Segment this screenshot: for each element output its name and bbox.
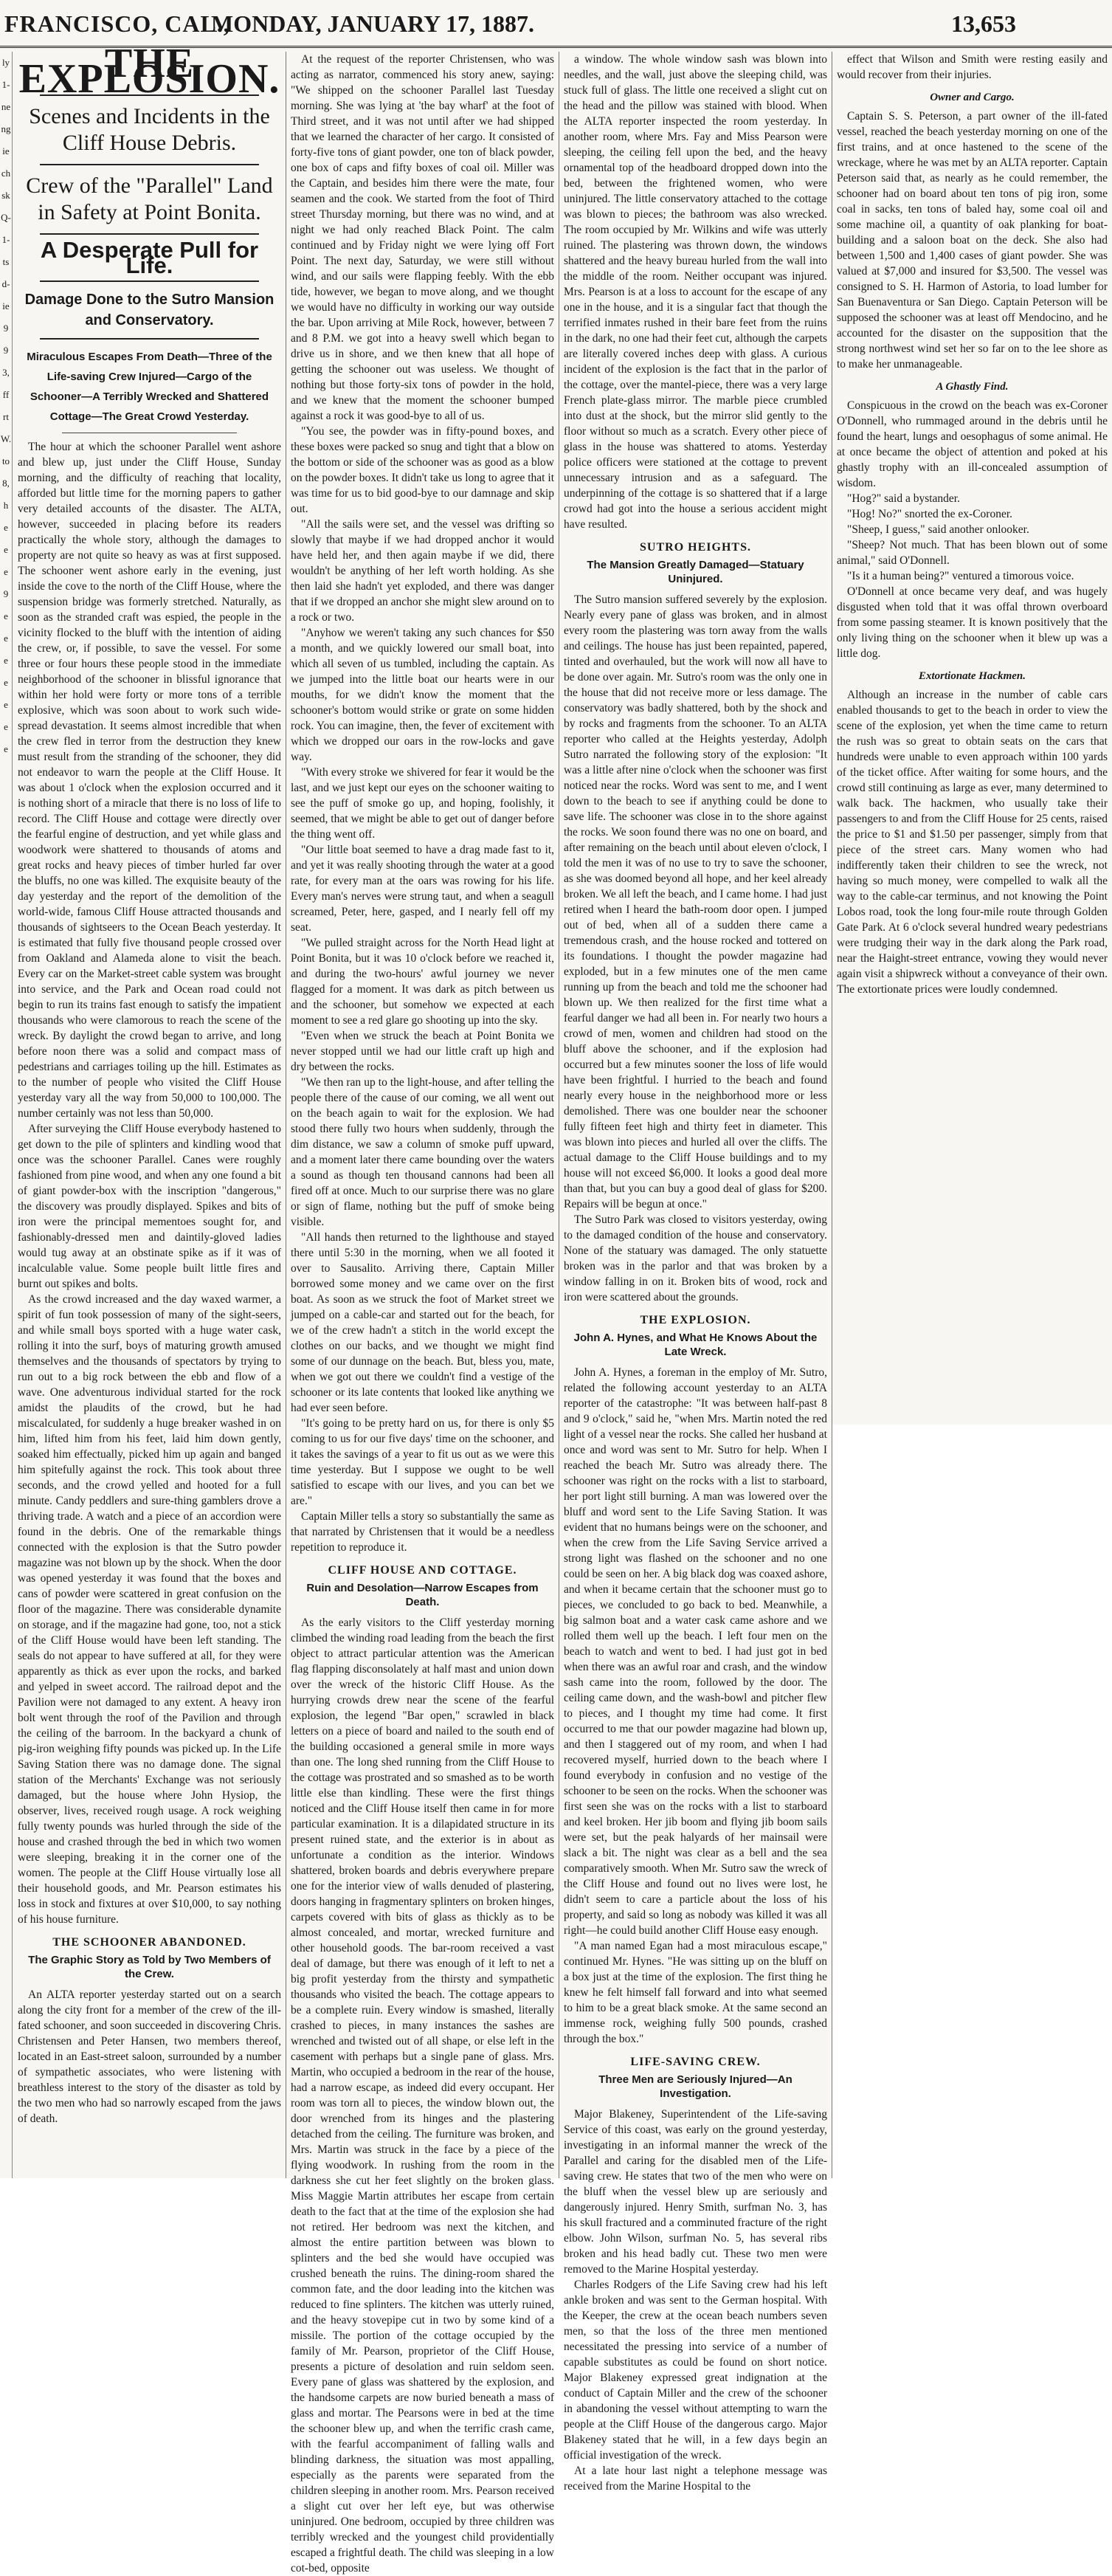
divider: [40, 280, 259, 282]
edge-fragment: rt: [3, 411, 9, 422]
edge-fragment: e: [4, 522, 8, 533]
article-paragraph: effect that Wilson and Smith were resting easily and would recover from their injuries.: [837, 53, 1108, 81]
edge-fragment: 8,: [2, 478, 10, 489]
article-paragraph: "It's going to be pretty hard on us, for there is only $5 coming to us for our five days' time on the schooner, and it takes the savings of a year to fit us out as we were this time yesterday. But I suppose we ought to be well satisfied to escape with our lives, and you can bet we are.": [291, 1417, 554, 1507]
article-paragraph: Major Blakeney, Superintendent of the Life-saving Service of this coast, was early on the ground yesterday, investigating in an informal manner the wreck of the Parallel and caring for the disabled men of the Life-saving crew. He states that two of the men who were on the bluff when the vessel blew up are seriously and dangerously injured. Henry Smith, surfman No. 3, has his skull fractured and a comminuted fracture of the right elbow. John Wilson, surfman No. 5, has several ribs broken and his head badly cut. These two men were removed to the Marine Hospital yesterday.: [564, 2108, 827, 2276]
section-heading: Owner and Cargo.: [930, 92, 1015, 103]
article-paragraph: "We then ran up to the light-house, and after telling the people there of the cause of our coming, we all went out on the beach again to wait for the explosion. We had stood there fully two hours when suddenly, through the dim distance, we saw a column of smoke puff upward, and a moment later there came bounding over the waters a sound as though ten thousand cannons had been all fired off at once. Much to our surprise there was no glare or sign of flame, nothing but the puff of smoke being visible.: [291, 1076, 554, 1228]
section-heading: Extortionate Hackmen.: [918, 670, 1026, 682]
article-paragraph: "With every stroke we shivered for fear it would be the last, and we just kept our eyes on the schooner waiting to see the puff of smoke go up, and hoping, foolishly, it seemed, that we might be able to get out of danger before the thing went off.: [291, 766, 554, 841]
section-subdeck: John A. Hynes, and What He Knows About the Late Wreck.: [573, 1332, 818, 1358]
article-paragraph: a window. The whole window sash was blown into needles, and the wall, just above the sleeping child, was stuck full of glass. The little one received a slight cut on the head and the pillow was stained with blood. When the ALTA reporter inspected the room yesterday. In another room, where Mrs. Fay and Miss Pearson were sleeping, the ceiling fell upon the bed, and the heavy ornamental top of the headboard dropped down into the bed, between the frightened women, who were uninjured. The little conservatory attached to the cottage was blown to pieces; the bathroom was also wrecked. The room occupied by Mr. Wilkins and wife was utterly ruined. The plastering was thrown down, the windows shattered and the heavy bureau hurled from the wall into the middle of the room. Neither occupant was injured. Mrs. Pearson is at a loss to account for the escape of any one in the house, and it is a singular fact that though the terrified inmates rushed in their bare feet from the ruins in the dark, no one had their feet cut, although the carpets are literally covered inches deep with glass. A curious incident of the explosion is the fact that in the parlor of the cottage, over the mantel-piece, there was a very large French plate-glass mirror. The marble piece crumbled into dust at the shock, but the mirror slid gently to the floor without so much as a scratch. Every other piece of glass in the house was shattered to atoms. Yesterday police officers were stationed at the cottage to prevent unnecessary intrusion and as a safeguard. The underpinning of the cottage is so shattered that if a large crowd had got into the house a serious accident might have resulted.: [564, 53, 827, 531]
edge-fragment: h: [3, 500, 9, 511]
article-paragraph: "Hog! No?" snorted the ex-Coroner.: [847, 508, 1013, 520]
article-paragraph: The hour at which the schooner Parallel went ashore and blew up, just under the Cliff House, Sunday morning, and the difficulty of reaching that locality, afforded but little time for the morning papers to gather very detailed accounts of the disaster. The ALTA, however, succeeded in placing before its readers practically the whole story, although the damages to property are not quite so heavy as was at first supposed. The schooner went ashore early in the evening, just inside the cove to the north of the Cliff House, where the suspension bridge was formerly stretched. Naturally, as soon as the stranded craft was espied, the people in the vicinity flocked to the bluff with the intention of aiding the crew, or, if possible, to save the vessel. For some three or four hours these people stood in the immediate neighborhood of the schooner in blissful ignorance that within her hold were forty or more tons of a terrible explosive, which was soon about to work such wide-spread devastation. It seems almost incredible that when the crew fled in terror from the destruction they knew must result from the stranding of the schooner, they did not endeavor to warn the people at the Cliff House. It was about 1 o'clock when the explosion occurred and it is nothing short of a miracle that there is no loss of life to record. The Cliff House and cottage were directly over the fearful engine of destruction, and yet while glass and woodwork were shattered to thousands of atoms and great rocks and heavy pieces of timber hurled far over the bluffs, no one was killed. The exquisite beauty of the day yesterday and the report of the demolition of the world-wide, famous Cliff House attracted thousands and thousands of sightseers to the Ocean Beach yesterday. It is estimated that fully five thousand people crossed over from Oakland and Alameda alone to visit the beach. Every car on the Market-street cable system was brought into service, and the Park and Ocean road could not begin to run its trains fast enough to satisfy the impatient thousands who were clamorous to reach the scene of the wreck. By daylight the crowd began to arrive, and long before noon there was a solid and compact mass of pedestrians and carriages toiling up the hill. Estimates as to the number of people who visited the Cliff House yesterday vary all the way from 50,000 to 100,000. The number certainly was not less than 50,000.: [18, 441, 281, 1120]
edge-fragment: ie: [2, 300, 10, 311]
section-subdeck: Ruin and Desolation—Narrow Escapes from Death.: [306, 1582, 539, 1608]
edge-fragment: ng: [1, 123, 11, 134]
edge-fragment: e: [4, 743, 8, 754]
deck-5: Miraculous Escapes From Death—Three of the Life-saving Crew Injured—Cargo of the Schooner—A Terribly Wrecked and Shattered Cottage—The Great Crowd Yesterday.: [27, 351, 272, 423]
section-heading: CLIFF HOUSE AND COTTAGE.: [328, 1564, 517, 1577]
section-subdeck: Three Men are Seriously Injured—An Investigation.: [598, 2073, 792, 2100]
article-paragraph: "You see, the powder was in fifty-pound boxes, and these boxes were packed so snug and tight that a blow on the bottom or side of the schooner was as good as a blow on the powder boxes. It didn't take us long to agree that it was time for us to bid good-bye to our damnage and skip out.: [291, 425, 554, 515]
article-paragraph: "Is it a human being?" ventured a timorous voice.: [847, 570, 1074, 582]
edge-fragment: ts: [2, 256, 10, 267]
divider: [40, 338, 259, 340]
article-paragraph: Conspicuous in the crowd on the beach was ex-Coroner O'Donnell, who rummaged around in the debris until he found the heart, lungs and oesophagus of some animal. He at once became the object of attention and poked at his ghastly trophy with an ill-concealed assumption of wisdom.: [837, 399, 1108, 489]
article-paragraph: At a late hour last night a telephone message was received from the Marine Hospital to the: [564, 2465, 827, 2493]
edge-fragment: e: [4, 677, 8, 688]
left-edge-fragments: [0, 52, 13, 2178]
edge-fragment: e: [4, 566, 8, 577]
article-paragraph: At the request of the reporter Christensen, who was acting as narrator, commenced his story anew, saying: "We shipped on the schooner Parallel last Tuesday morning. She was lying at 'the bay wharf' at the foot of Third street, and it was not until after we had shipped that we learned the character of her cargo. It consisted of forty-five tons of giant powder, one ton of black powder, one box of caps and fifty boxes of coal oil. Miller was the Captain, and besides him there were the mate, four seamen and the cook. We started from the foot of Third street Thursday morning, but there was no wind, and at night we had only reached Black Point. The calm continued and by Friday night we were lying off Fort Point. The next day, Saturday, we were still without wind, and our sails were flapping feebly. With the ebb tide, however, we began to move along, and we thought we would have no difficulty in working our way outside the bar. Upon arriving at Mile Rock, however, between 7 and 8 P.M. we got into a heavy swell which began to drive us in shore, and we then knew that all hope of getting the schooner out was useless. We thought of nothing but those forty-six tons of powder in the hold, and we knew that the moment the schooner bumped against a rock it was good-bye to all of us.: [291, 53, 554, 422]
article-paragraph: "Sheep? Not much. That has been blown out of some animal," said O'Donnell.: [837, 539, 1108, 567]
section-subdeck: The Mansion Greatly Damaged—Statuary Uninjured.: [587, 559, 804, 585]
main-headline: THE EXPLOSION.: [18, 41, 280, 102]
article-paragraph: O'Donnell at once became very deaf, and was hugely disgusted when told that it was offal thrown overboard from some passing steamer. It is known positively that the only living thing on the schooner when it blew up was a little dog.: [837, 585, 1108, 660]
deck-1: Scenes and Incidents in the Cliff House Debris.: [29, 104, 270, 155]
column-4: [832, 52, 1112, 1421]
deck-2: Crew of the "Parallel" Land in Safety at Point Bonita.: [26, 173, 273, 224]
article-paragraph: "All the sails were set, and the vessel was drifting so slowly that maybe if we had dropped anchor it would have held her, and then again maybe if we did, there wouldn't be anything of her left worth holding. As she then laid she hadn't yet exploded, and there was danger that if we dropped an anchor she might slew around on to a rock or two.: [291, 518, 554, 624]
article-paragraph: After surveying the Cliff House everybody hastened to get down to the pile of splinters and kindling wood that once was the schooner Parallel. Canes were roughly fashioned from pine wood, and when any one found a bit of giant powder-box with the inscription "dangerous," the discovery was proudly displayed. Spikes and bits of iron were the principal mementoes sought for, and fashionably-dressed men and daintily-gloved ladies would tug away at an obstinate spike as if it was of incalculable value. Some people built little fires and burnt out spikes and bolts.: [18, 1123, 281, 1290]
edge-fragment: Q-: [1, 212, 11, 223]
section-subdeck: The Graphic Story as Told by Two Members of the Crew.: [28, 1954, 271, 1980]
article-paragraph: Although an increase in the number of cable cars enabled thousands to get to the beach in order to view the scene of the explosion, yet when the time came to return the rush was so great to obtain seats on the cars that hundreds were unable to even approach within 100 yards of the ticket office. After waiting for some hours, and the crowd still continuing as large as ever, many determined to walk back. The hackmen, who usually take their passengers to and from the Cliff House for 25 cents, raised the price to $1 and $1.50 per passenger, simply from that piece of the street cars. Many women who had indifferently taken their children to see the wreck, not having so much money, were compelled to walk all the way to the cable-car terminus, and not knowing the Point Lobos road, took the long four-mile route through Golden Gate Park. At 6 o'clock several hundred weary pedestrians were trudging their way in the dark along the Park road, near the Haight-street entrance, vowing they would never again visit a shipwreck without a conveyance of their own. The extortionate prices were loudly condemned.: [837, 689, 1108, 996]
article-paragraph: "All hands then returned to the lighthouse and stayed there until 5:30 in the morning, when we all footed it over to Sausalito. Arriving there, Captain Miller borrowed some money and we came over on the first boat. As soon as we struck the foot of Market street we jumped on a cable-car and started out for the beach, for we of the crew hadn't a stitch in the world except the clothes on our backs, and we thought we might find some of our dunnage on the beach. But, bless you, mate, when we got out there we couldn't find a vestige of the schooner or its late contents that looked like anything we had ever seen before.: [291, 1231, 554, 1414]
article-paragraph: The Sutro mansion suffered severely by the explosion. Nearly every pane of glass was broken, and in almost every room the plastering was torn away from the walls and ceilings. The house has just been repainted, papered, tinted and overhauled, but the work will now all have to be done over again. Mr. Sutro's room was the only one in the house that did not receive more or less damage. The conservatory was badly shattered, both by the shock and by rocks and fragments from the schooner. To an ALTA reporter who called at the Heights yesterday, Adolph Sutro narrated the following story of the explosion: "It was a little after nine o'clock when the schooner was first noticed near the rocks. Word was sent to me, and I went down to the beach to see if anything could be done to save life. The schooner was close in to the shore against the rocks. We soon found there was no one on board, and after remaining on the beach until about eleven o'clock, I told the men it was of no use to try to save the schooner, as she was doomed beyond all hope, and her keel already broken. We all left the beach, and I came home. I had just retired when I heard the bath-room door open. I jumped out of bed, when all of a sudden there came a tremendous crash, and the house rocked and tottered on its foundations. I thought the powder magazine had exploded, but in a few minutes one of the men came running up from the beach and told me the schooner had blown up. We then realized for the first time what a fearful danger we had all been in. For nearly two hours a crowd of men, women and children had stood on the bluff above the schooner, and if the explosion had occurred but a few minutes sooner the loss of life would have been frightful. I hurried to the beach and found nearly every house in the neighborhood more or less demolished. There was one boulder near the schooner fully fifteen feet high and thirty feet in diameter. This was blown into pieces and hurled all over the cliffs. The actual damage to the Cliff House buildings and to my house will not exceed $6,000. It looks a good deal more than that, but you can buy a good deal of glass for $200. Repairs will be begun at once.": [564, 593, 827, 1210]
article-paragraph: The Sutro Park was closed to visitors yesterday, owing to the damaged condition of the house and conservatory. None of the statuary was damaged. The only statuette broken was in the parlor and that was broken by a window falling in on it. Broken bits of wood, rock and iron were scattered about the grounds.: [564, 1213, 827, 1304]
edge-fragment: sk: [1, 190, 10, 201]
divider: [40, 233, 259, 235]
edge-fragment: e: [4, 633, 8, 644]
edge-fragment: e: [4, 721, 8, 732]
edge-fragment: ff: [2, 389, 10, 400]
edge-fragment: 9: [3, 323, 9, 334]
edge-fragment: 1-: [1, 234, 10, 245]
section-heading: SUTRO HEIGHTS.: [640, 541, 751, 554]
article-paragraph: John A. Hynes, a foreman in the employ of Mr. Sutro, related the following account yesterday to an ALTA reporter of the catastrophe: "It was between half-past 8 and 9 o'clock," said he, "when Mrs. Martin noted the red light of a vessel near the rocks. She called her husband at once and word was sent to Mr. Sutro for help. When I reached the beach Mr. Sutro was already there. The schooner was right on the rocks with a list to starboard, her port light still burning. A man was lowered over the bluff and word sent to the Life Saving Station. It was evident that no humans beings were on the schooner, and when the crew from the Life Saving Service arrived a strong light was flashed on the schooner and no one could be seen on her. A big black dog was coaxed ashore, and when it became certain that the schooner must go to pieces, we concluded to go back to bed. Meanwhile, a big salmon boat and a water cask came ashore and we rolled them well up the beach. I left four men on the beach to watch and went to bed. I had just got in bed when there was an awful roar and crash, and the window sash came into the room, followed by the door. The ceiling came down, and the wash-bowl and pitcher flew to pieces, and I thought my time had come. It first occurred to me that our powder magazine had blown up, and then I staggered out of my room, and when I had recovered myself, hurried down to the beach where I found everybody in confusion and no vestige of the schooner to be seen on the rocks. When the schooner was first seen she was on the rocks with a list to starboard and keel broken. Her jib boom and flying jib boom sails were set, but the peak halyards of her mainsail were slack a bit. The night was clear as a bell and the sea comparatively smooth. When Mr. Sutro saw the wreck of the Cliff House and found out no lives were lost, he didn't seem to care a particle about the loss of his property, and said so long as nobody was killed it was all right—he could build another Cliff House easy enough.: [564, 1366, 827, 1937]
column-2: [286, 52, 559, 2575]
blank-area: [832, 1425, 1112, 2178]
article-paragraph: "We pulled straight across for the North Head light at Point Bonita, but it was 10 o'clock before we reached it, and during the two-hours' awful journey we never flagged for a moment. It was dark as pitch between us and the schooner, but somehow we expected at each moment to see a red glare go shooting up into the sky.: [291, 937, 554, 1027]
section-heading: LIFE-SAVING CREW.: [630, 2056, 761, 2068]
article-paragraph: "Hog?" said a bystander.: [847, 492, 960, 505]
deck-3: A Desperate Pull for Life.: [40, 237, 259, 278]
article-paragraph: "Even when we struck the beach at Point Bonita we never stopped until we had our little craft up high and dry between the rocks.: [291, 1030, 554, 1073]
edge-fragment: 9: [3, 588, 9, 599]
article-paragraph: "Our little boat seemed to have a drag made fast to it, and yet it was really shooting through the water at a good rate, for every man at the oars was rowing for his life. Every man's nerves were strung taut, and when a seagull screamed, Peter, here, gasped, and I nearly fell off my seat.: [291, 844, 554, 934]
edge-fragment: ie: [2, 145, 10, 156]
edge-fragment: 3,: [2, 367, 10, 378]
column-1: [13, 41, 286, 2178]
edge-fragment: e: [4, 544, 8, 555]
article-paragraph: "Sheep, I guess," said another onlooker.: [847, 523, 1029, 536]
section-heading: A Ghastly Find.: [936, 381, 1009, 393]
divider: [40, 164, 259, 165]
masthead-issue-number: 13,653: [951, 10, 1016, 37]
article-paragraph: Charles Rodgers of the Life Saving crew had his left ankle broken and was sent to the German hospital. With the Keeper, the crew at the ocean beach numbers seven men, so that the loss of the three men mentioned necessitated the pressing into service of a number of capable substitutes as could be found on short notice. Major Blakeney expressed great indignation at the conduct of Captain Miller and the crew of the schooner in abandoning the vessel without attempting to warn the people at the Cliff House of the dangerous cargo. Major Blakeney stated that he will, in a few days begin an official investigation of the wreck.: [564, 2279, 827, 2462]
article-paragraph: As the early visitors to the Cliff yesterday morning climbed the winding road leading from the beach the first object to attract particular attention was the American flag flapping disconsolately at half mast and union down over the wreck of the historic Cliff House. As the hurrying crowds drew near the scene of the fearful explosion, the legend "Bar open," scrawled in black letters on a piece of board and nailed to the south end of the building occasioned a general smile in more ways than one. The long shed running from the Cliff House to the cottage was prostrated and so smashed as to be worth little else than kindling. These were the first things noticed and the Cliff House itself then came in for more particular examination. It is a dilapidated structure in its present ruined state, and the exterior is in about as unfortunate a condition as the interior. Windows shattered, broken boards and debris everywhere prepare one for the interior view of walls denuded of plastering, doors hanging in fragmentary splinters on broken hinges, carpets covered with bits of glass as thickly as to be almost concealed, and mortar, wrecked furniture and other household goods. The bar-room received a vast deal of damage, but there was enough of it left to net a big profit yesterday from the thirsty and sympathetic thousands who visited the beach. The cottage appears to be a complete ruin. Every window is smashed, literally crashed to pieces, in many instances the sashes are wrenched and twisted out of all shape, or else left in the casement with perhaps but a single pane of glass. Mrs. Martin, who occupied a bedroom in the rear of the house, had a narrow escape, as indeed did every occupant. Her room was torn all to pieces, the window blown out, the door wrenched from its hinges and the plastering detached from the ceiling. The furniture was broken, and Mrs. Martin was struck in the face by a piece of the flying woodwork. In rushing from the room in the darkness she cut her feet slightly on the broken glass. Miss Maggie Martin attributes her escape from certain death to the fact that at the time of the explosion she had not retired. Her bedroom was next the kitchen, and almost the entire partition between was blown to splinters and the bed she would have occupied was crushed beneath the ruins. The dining-room shared the common fate, and the door leading into the kitchen was reduced to fine splinters. The kitchen was utterly ruined, and the heavy stovepipe cut in two by some kind of a missile. The portion of the cottage occupied by the family of Mr. Pearson, proprietor of the Cliff House, presents a picture of desolation and ruin seldom seen. Every pane of glass was shattered by the explosion, and the handsome carpets are now buried beneath a mass of glass and mortar. The Pearsons were in bed at the time the schooner blew up, and when the terrific crash came, with the fearful accompaniment of falling walls and blinding darkness, the situation was most appalling, especially as the parents were separated from the children sleeping in another room. Mrs. Pearson received a slight cut over her left eye, but was otherwise uninjured. One bedroom, occupied by three children was terribly wrecked and the youngest child providentially escaped a frightful death. The child was sleeping in a low cot-bed, opposite: [291, 1616, 554, 2575]
edge-fragment: W.: [0, 433, 12, 444]
article-paragraph: Captain S. S. Peterson, a part owner of the ill-fated vessel, reached the beach yesterday morning on one of the first trains, and at once hastened to the scene of the wreckage, where he was met by an ALTA reporter. Captain Peterson said that, as nearly as he could remember, the schooner had on board about ten tons of pig iron, some coal in sacks, ten tons of baled hay, some coal oil and some machine oil, a quantity of oak planking for boat-building and a saloon boat on the deck. She also had between 1,500 and 1,400 cases of giant powder. She was valued at $7,000 and insured for $3,500. The vessel was consigned to S. H. Harmon of Astoria, to load lumber for San Buenaventura or San Diego. Captain Peterson will be supposed the schooner was at least off Mendocino, and he accounted for the disaster on the supposition that the strong northwest wind set her so far on to the lee shore as to make her unmanageable.: [837, 110, 1108, 371]
article-paragraph: As the crowd increased and the day waxed warmer, a spirit of fun took possession of many of the sight-seers, and while small boys sported with a huge water cask, rolling it into the surf, boys of maturing growth amused themselves and the thousands of spectators by trying to run out to a big rock between the ebb and flow of a wave. One adventurous individual started for the rock amidst the plaudits of the crowd, but he had miscalculated, for suddenly a huge breaker washed in on him, lifted him from his feet, laid him down gently, soaked him effectually, picked him up again and banged him spitefully against the rock. This took about three seconds, and the crowd yelled and hooted for a full minute. Candy peddlers and sure-thing gamblers drove a thriving trade. A watch and a piece of an accordion were found in the debris. One of the remarkable things connected with the explosion is that the Sutro powder magazine was not blown up by the shock. When the door was opened yesterday it was found that the boxes and cans of powder were scattered in great confusion on the floor of the magazine. There was considerable dynamite on storage, and if the magazine had gone, too, not a stick of the Cliff House would have been left standing. The seals do not appear to have suffered at all, for they were apparently as thick as ever upon the rocks, and barked and yelped in sweet accord. The railroad depot and the Pavilion were not damaged to any extent. A heavy iron bolt went through the roof of the Pavilion and through the ceiling of the barroom. In the backyard a chunk of pig-iron weighing fifty pounds was picked up. In the Life Saving Station there was no damage done. The signal station of the Merchants' Exchange was not seriously damaged, but the house where John Hysiop, the observer, lives, received rough usage. A rock weighing fully twenty pounds was hurled through the side of the house and crashed through the bed in which two women were sleeping, breaking it in the corner one of the women. The people at the Cliff House virtually lose all their household goods, and Mr. Pearson estimates his loss in stock and fixtures at over $10,000, to say nothing of his house furniture.: [18, 1293, 281, 1926]
article-paragraph: Captain Miller tells a story so substantially the same as that narrated by Christensen that it would be a needless repetition to reproduce it.: [291, 1510, 554, 1554]
column-3: [559, 52, 832, 2493]
edge-fragment: e: [4, 655, 8, 666]
article-paragraph: "A man named Egan had a most miraculous escape," continued Mr. Hynes. "He was sitting up on the bluff on a box just at the time of the explosion. The first thing he knew he felt himself fall forward and into what seemed to him to be a great black smoke. At the same second an immense rock, weighing fully 500 pounds, crashed through the box.": [564, 1940, 827, 2045]
deck-4: Damage Done to the Sutro Mansion and Conservatory.: [24, 292, 274, 328]
masthead-date: MONDAY, JANUARY 17, 1887.: [211, 10, 534, 37]
article-paragraph: An ALTA reporter yesterday started out on a search along the city front for a member of the crew of the ill-fated schooner, and soon succeeded in discovering Chris. Christensen and Peter Hansen, two members thereof, located in an East-street saloon, surrounded by a number of sympathetic associates, who were listening with breathless interest to the story of the disaster as told by the two men who had so narrowly escaped from the jaws of death.: [18, 1988, 281, 2125]
edge-fragment: 1-: [1, 79, 10, 90]
edge-fragment: d-: [1, 278, 10, 289]
article-paragraph: "Anyhow we weren't taking any such chances for $50 a month, and we quickly lowered our small boat, into which all seven of us tumbled, including the captain. As we jumped into the little boat our hearts were in our mouths, for we didn't know the moment that the schooner's bottom would strike or grate on some hidden rock. You can imagine, then, the fever of excitement with which we dropped our oars in the row-locks and gave way.: [291, 627, 554, 763]
edge-fragment: 9: [3, 345, 9, 356]
section-heading: THE SCHOONER ABANDONED.: [52, 1936, 246, 1949]
edge-fragment: ne: [1, 101, 11, 112]
section-heading: THE EXPLOSION.: [640, 1314, 751, 1326]
edge-fragment: e: [4, 610, 8, 621]
edge-fragment: to: [1, 455, 10, 466]
masthead-city: FRANCISCO, CAL.,: [4, 10, 230, 37]
edge-fragment: e: [4, 699, 8, 710]
edge-fragment: ch: [1, 168, 11, 179]
edge-fragment: ly: [1, 57, 10, 68]
